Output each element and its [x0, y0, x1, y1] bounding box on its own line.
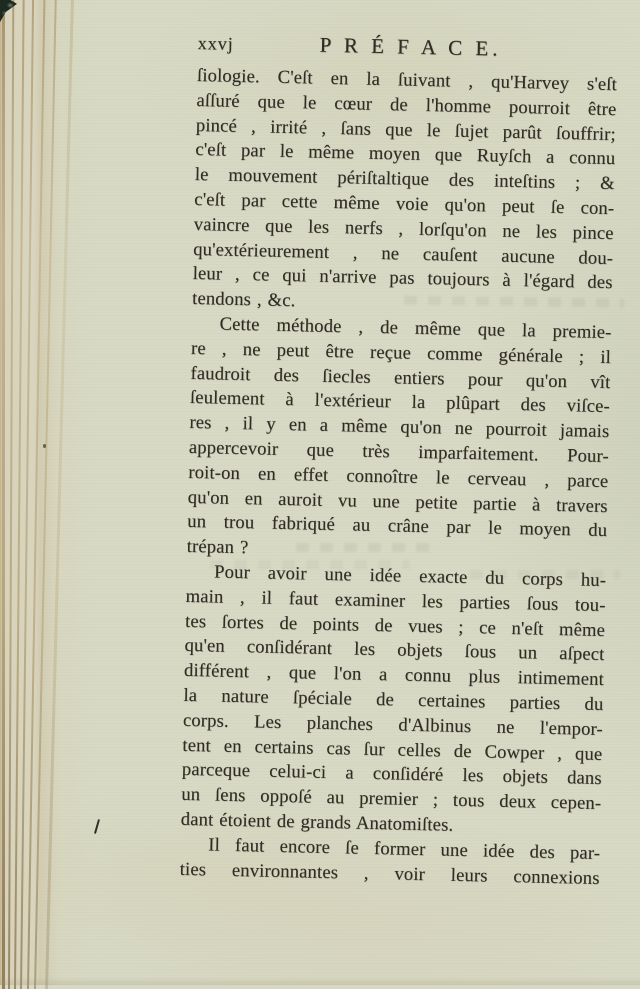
text-line: Pour avoir une idée exacte du corps hu-	[213, 561, 607, 591]
ink-speck	[43, 444, 46, 448]
text-line: appercevoir que très imparfaitement. Pour-	[188, 436, 610, 468]
text-line: qu'on en auroit vu une petite partie à travers	[187, 486, 608, 517]
text-line: Cette méthode , de même que la premie-	[219, 313, 612, 344]
text-line: c'eſt par le même moyen que Ruyſch a connu	[195, 139, 616, 170]
text-line: faudroit des ſiecles entiers pour qu'on vît	[190, 362, 611, 393]
text-line: vaincre que les nerfs , lorſqu'on ne les pince	[193, 213, 614, 244]
text-line: main , il faut examiner les parties ſous tou-	[185, 585, 606, 616]
text-line: re , ne peut être reçue comme générale ; il	[190, 337, 612, 368]
page-header	[197, 30, 618, 69]
text-line: ſiologie. C'eſt en la ſuivant , qu'Harvey s'eſt	[196, 64, 618, 96]
scan-bottom-shadow	[0, 977, 640, 985]
text-line: qu'extérieurement , ne cauſent aucune dou-	[192, 238, 614, 269]
text-line: leur , ce qui n'arrive pas toujours à l'égard des	[192, 263, 613, 294]
text-line: le mouvement périſtaltique des inteſtins ; &	[194, 164, 615, 195]
page-edge-line	[8, 0, 14, 989]
text-line: la nature ſpéciale de certaines parties du	[183, 684, 604, 715]
text-line: trépan ?	[186, 536, 249, 559]
page-edges	[0, 0, 104, 985]
page-edge-line	[34, 0, 57, 989]
text-block	[179, 64, 617, 891]
text-line: dant étoient de grands Anatomiſtes.	[180, 808, 454, 836]
text-line: corps. Les planches d'Albinus ne l'empor-	[182, 709, 604, 740]
text-line: tent en certains cas ſur celles de Cowper , que	[182, 734, 603, 765]
running-title: P R É F A C E.	[319, 32, 502, 61]
text-line: c'eſt par cette même voie qu'on peut ſe con-	[194, 188, 615, 220]
text-line: différent , que l'on a connu plus intimement	[183, 659, 605, 691]
text-line: res , il y en a même qu'on ne pourroit jamais	[189, 412, 610, 443]
text-line: un trou fabriqué au crâne par le moyen du	[187, 511, 608, 542]
text-line: Il faut encore ſe former une idée des par-	[208, 834, 601, 864]
text-line: roit-on en effet connoître le cerveau , parce	[188, 461, 609, 492]
text-line: pincé , irrité , ſans que le ſujet parût ſouffrir;	[195, 114, 617, 145]
text-line: parceque celui-ci a conſidéré les objets dans	[181, 759, 602, 790]
text-line: ſeulement à l'extérieur la plûpart des viſce-	[189, 387, 611, 418]
text-line: aſſuré que le cœur de l'homme pourroit être	[196, 89, 617, 120]
page-content	[179, 30, 617, 891]
text-line: ties environnantes , voir leurs connexions	[179, 858, 600, 889]
text-line: qu'en conſidérant les objets ſous un aſpect	[184, 635, 605, 666]
text-line: un ſens oppoſé au premier ; tous deux cepen-	[181, 783, 602, 815]
folio-number: xxvj	[197, 32, 234, 54]
text-line: tendons , &c.	[191, 288, 296, 312]
text-line: tes ſortes de points de vues ; ce n'eſt même	[184, 610, 606, 641]
page-edge-line	[45, 0, 74, 989]
page-edge-line	[2, 0, 5, 989]
